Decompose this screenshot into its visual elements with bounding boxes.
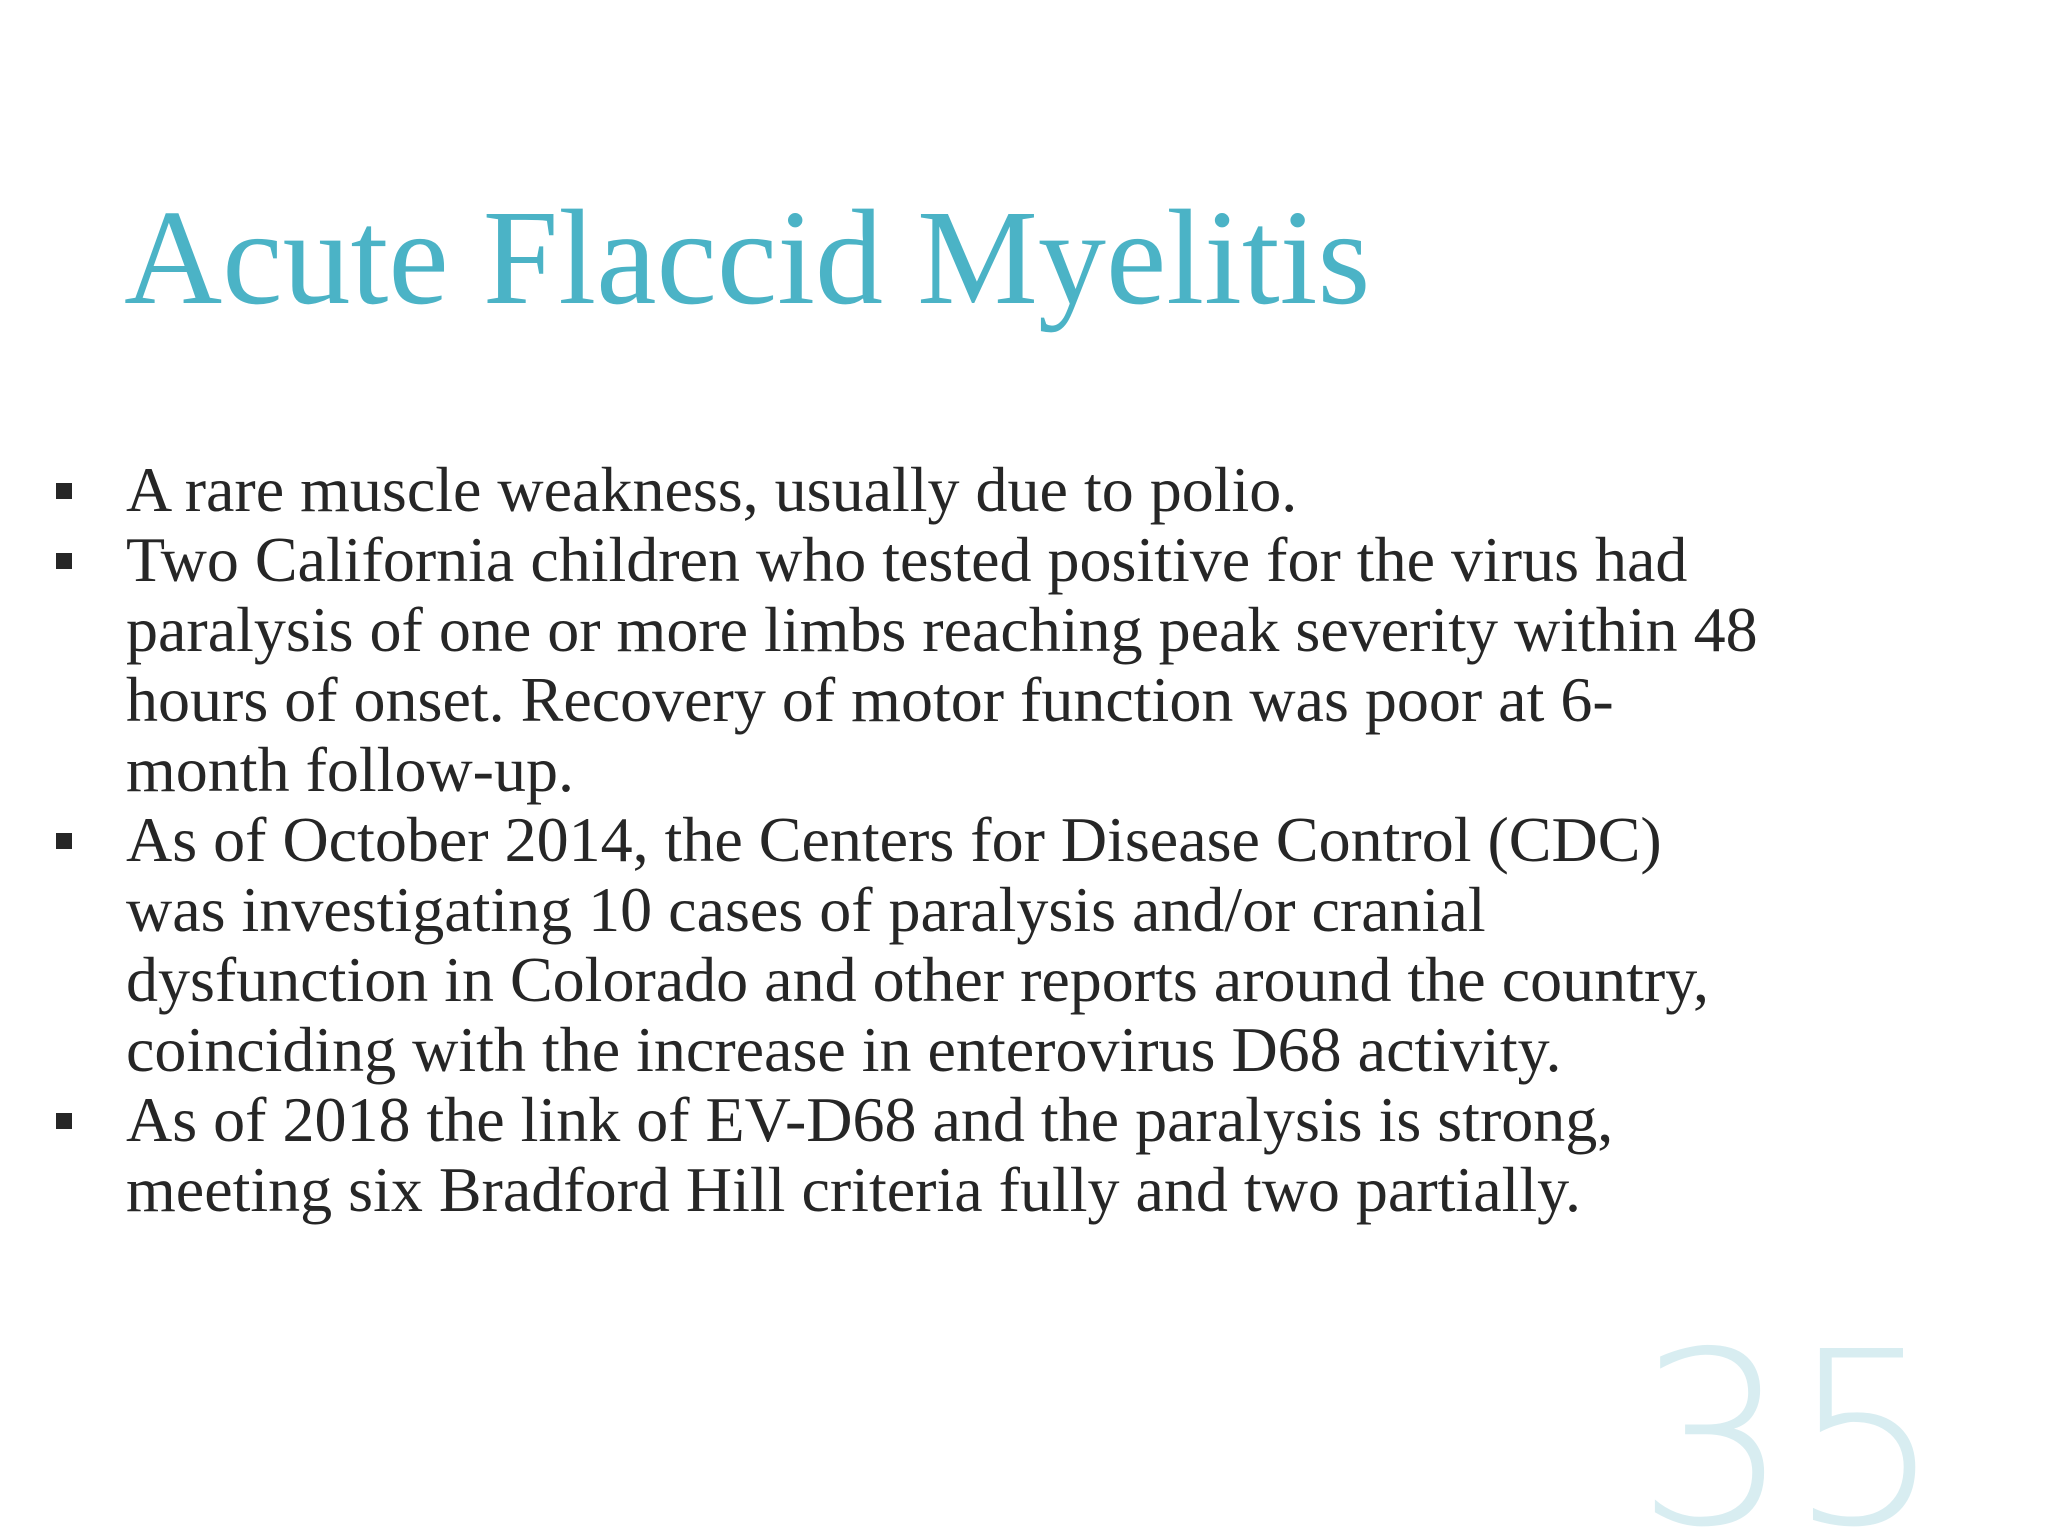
bullet-line: meeting six Bradford Hill criteria fully and two partially. — [126, 1154, 1581, 1225]
square-bullet-icon — [56, 483, 72, 499]
bullet-item — [52, 1085, 1972, 1225]
bullet-line: hours of onset. Recovery of motor function was poor at 6- — [126, 664, 1614, 735]
bullet-item — [52, 455, 1972, 525]
square-bullet-icon — [56, 553, 72, 569]
slide-number: 35 — [1636, 1300, 1942, 1536]
bullet-line: Two California children who tested positive for the virus had — [126, 524, 1688, 595]
bullet-list — [52, 455, 1972, 1225]
bullet-item — [52, 805, 1972, 1085]
square-bullet-icon — [56, 1113, 72, 1129]
bullet-line: As of October 2014, the Centers for Disease Control (CDC) — [126, 804, 1662, 875]
bullet-line: was investigating 10 cases of paralysis and/or cranial — [126, 874, 1486, 945]
bullet-line: coinciding with the increase in enterovirus D68 activity. — [126, 1014, 1562, 1085]
bullet-item — [52, 525, 1972, 805]
bullet-line: paralysis of one or more limbs reaching peak severity within 48 — [126, 594, 1758, 665]
bullet-line: As of 2018 the link of EV-D68 and the paralysis is strong, — [126, 1084, 1614, 1155]
bullet-line: dysfunction in Colorado and other reports around the country, — [126, 944, 1710, 1015]
square-bullet-icon — [56, 833, 72, 849]
bullet-line: month follow-up. — [126, 734, 574, 805]
bullet-line: A rare muscle weakness, usually due to polio. — [126, 454, 1298, 525]
slide-title: Acute Flaccid Myelitis — [124, 183, 1371, 333]
